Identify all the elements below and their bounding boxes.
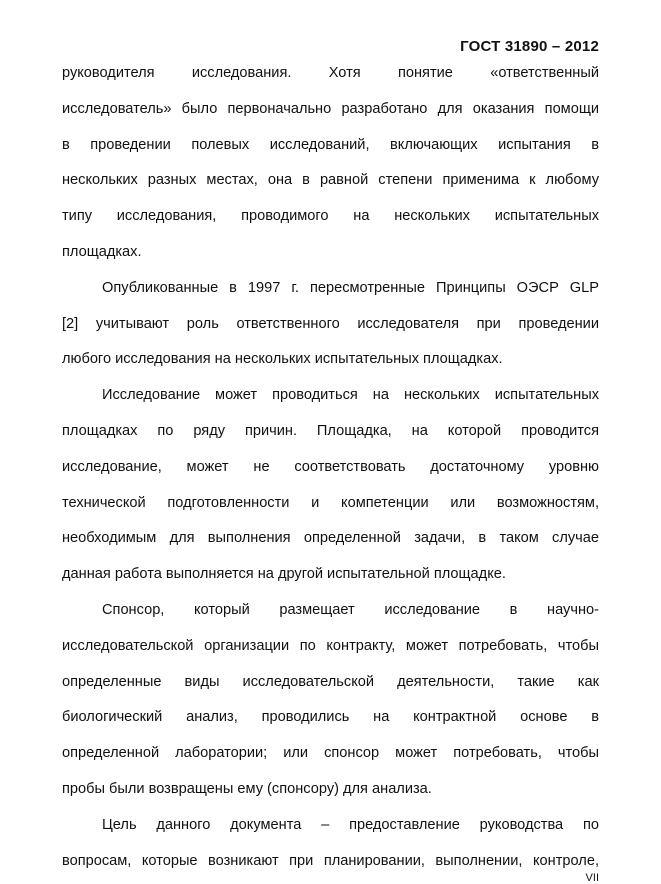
paragraph xyxy=(62,378,599,593)
text-line: вопросам, которые возникают при планировании, выполнении, контроле, xyxy=(62,852,599,869)
paragraph xyxy=(62,593,599,808)
paragraph xyxy=(62,56,599,271)
text-line: технической подготовленности и компетенции или возможностям, xyxy=(62,494,599,511)
text-line: руководителя исследования. Хотя понятие «ответственный xyxy=(62,65,599,81)
text-line: площадках по ряду причин. Площадка, на которой проводится xyxy=(62,422,599,439)
document-body xyxy=(62,56,599,879)
text-line: площадках. xyxy=(62,243,142,260)
text-line: исследовательской организации по контракту, может потребовать, чтобы xyxy=(62,637,599,654)
text-line: исследователь» было первоначально разработано для оказания помощи xyxy=(62,100,599,117)
text-line: [2] учитывают роль ответственного исследователя при проведении xyxy=(62,315,599,332)
text-line: Исследование может проводиться на нескольких испытательных xyxy=(102,387,599,404)
text-line: исследование, может не соответствовать достаточному уровню xyxy=(62,458,599,475)
text-line: необходимым для выполнения определенной задачи, в таком случае xyxy=(62,530,599,547)
text-line: любого исследования на нескольких испытательных площадках. xyxy=(62,351,503,368)
text-line: нескольких разных местах, она в равной степени применима к любому xyxy=(62,172,599,189)
paragraph xyxy=(62,271,599,378)
text-line: Цель данного документа – предоставление руководства по xyxy=(102,816,599,833)
text-line: пробы были возвращены ему (спонсору) для анализа. xyxy=(62,780,432,797)
text-line: данная работа выполняется на другой испытательной площадке. xyxy=(62,566,506,583)
text-line: в проведении полевых исследований, включающих испытания в xyxy=(62,136,599,153)
text-line: Опубликованные в 1997 г. пересмотренные Принципы ОЭСР GLP xyxy=(102,279,599,296)
page-number: VII xyxy=(585,872,599,884)
text-line: Спонсор, который размещает исследование в научно- xyxy=(102,601,599,618)
text-line: типу исследования, проводимого на нескольких испытательных xyxy=(62,208,599,225)
document-header: ГОСТ 31890 – 2012 xyxy=(460,38,599,55)
text-line: определенной лаборатории; или спонсор может потребовать, чтобы xyxy=(62,745,599,762)
text-line: биологический анализ, проводились на контрактной основе в xyxy=(62,709,599,726)
text-line: определенные виды исследовательской деятельности, такие как xyxy=(62,673,599,690)
paragraph xyxy=(62,808,599,880)
